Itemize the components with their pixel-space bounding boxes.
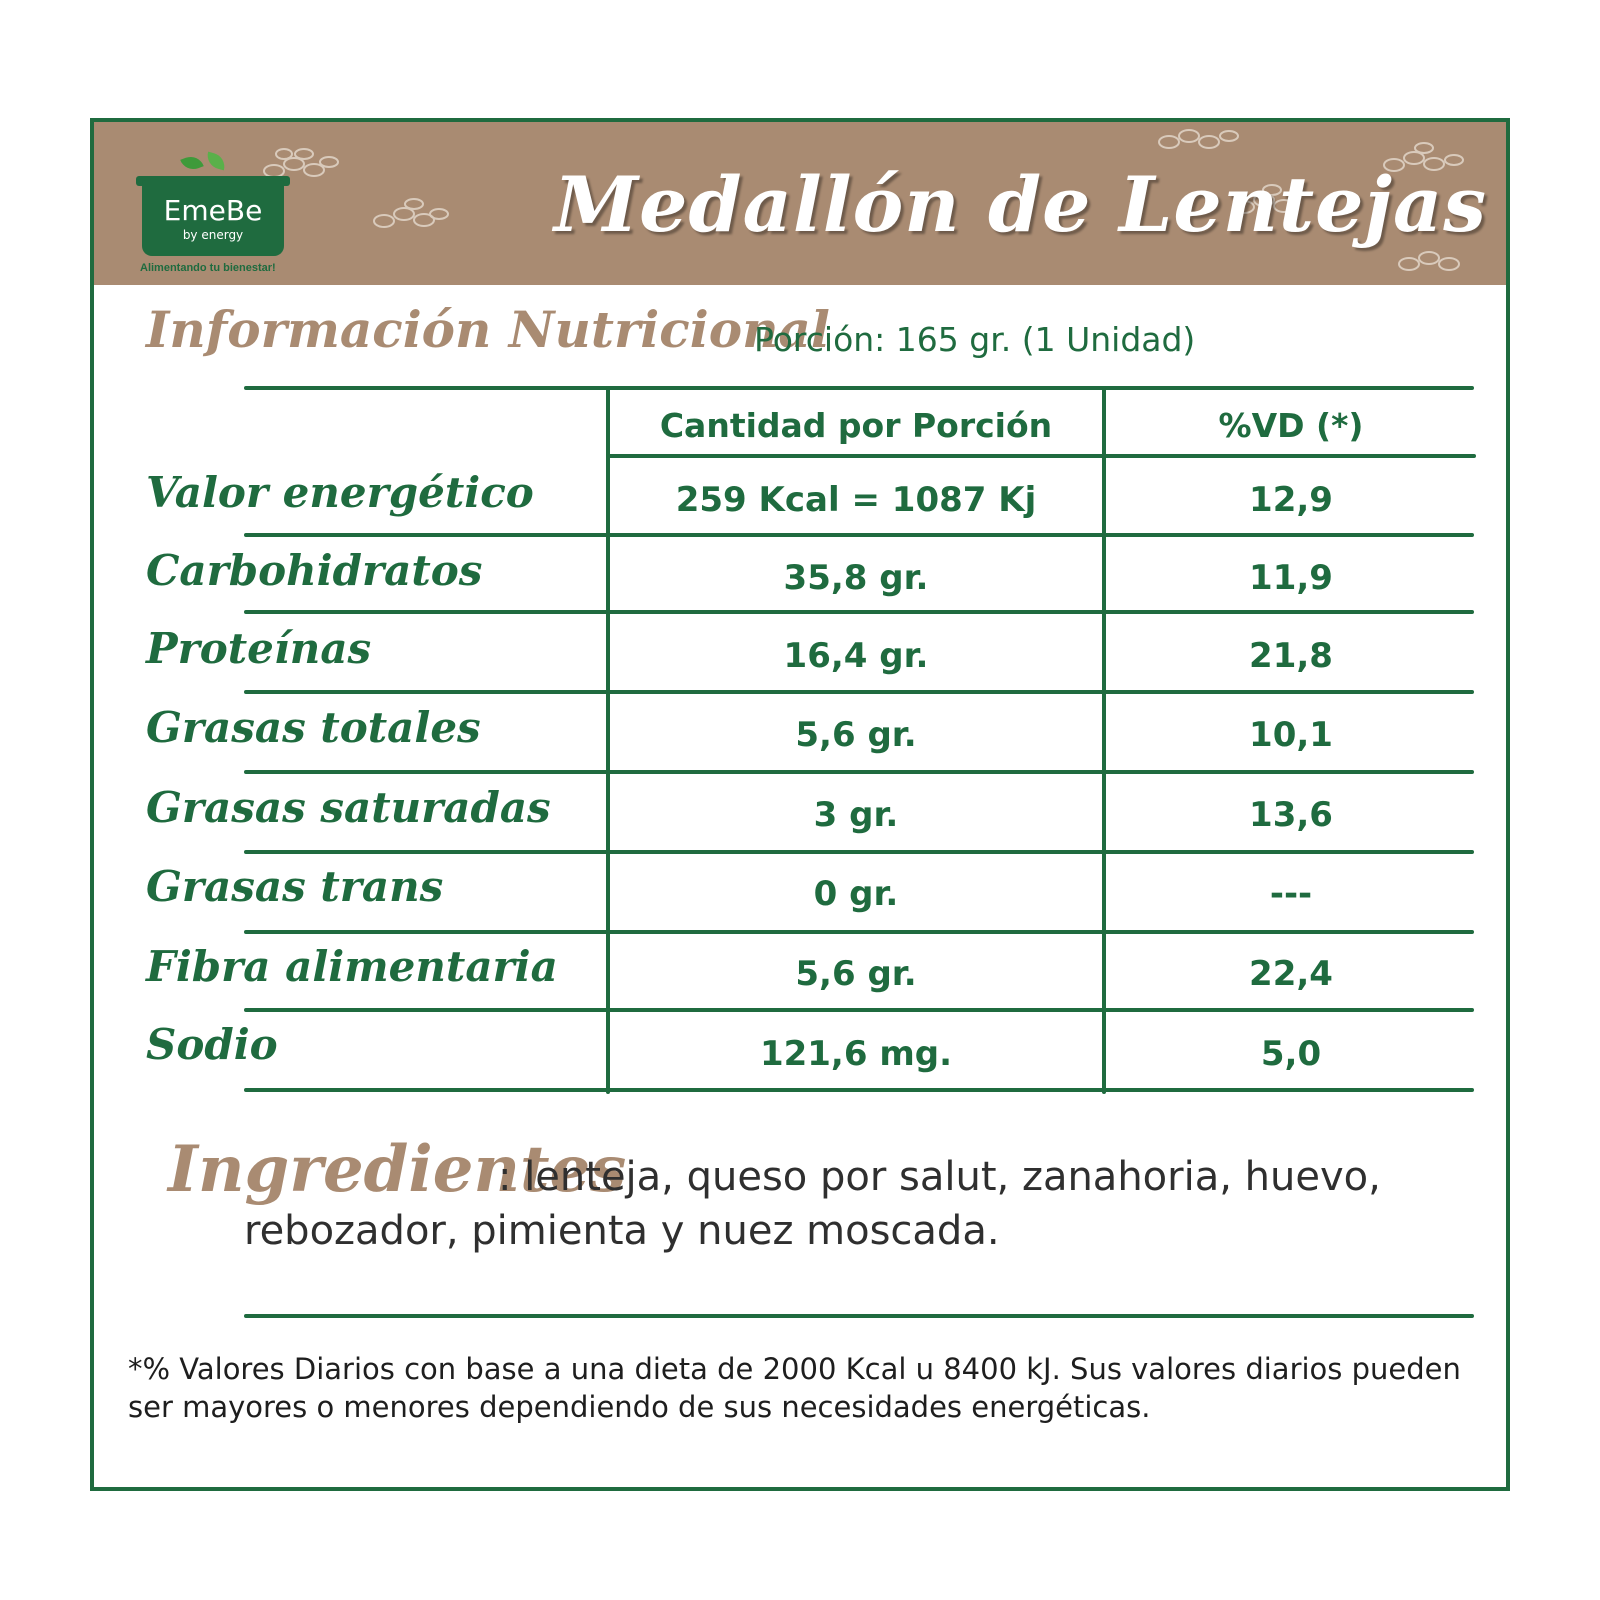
ingredients-line-2: rebozador, pimienta y nuez moscada.: [244, 1208, 1000, 1254]
ingredients-title: Ingredientes: [168, 1132, 627, 1207]
footer-divider: [244, 1314, 1474, 1318]
footnote: *% Valores Diarios con base a una dieta de 2000 Kcal u 8400 kJ. Sus valores diarios pueden ser mayores o menores dependiendo de sus necesidades energéticas.: [128, 1352, 1461, 1424]
row-divider: [244, 850, 1474, 854]
row-divider: [244, 610, 1474, 614]
table-bottom-line: [244, 1088, 1474, 1092]
row-label: Grasas saturadas: [146, 783, 551, 832]
row-dv: 13,6: [1249, 795, 1333, 835]
row-dv: 12,9: [1249, 480, 1333, 520]
brand-tagline: Alimentando tu bienestar!: [140, 262, 276, 274]
row-amount: 16,4 gr.: [783, 636, 929, 676]
row-dv: ---: [1269, 874, 1313, 914]
brand-logo: [136, 150, 356, 276]
row-amount: 259 Kcal = 1087 Kj: [675, 480, 1037, 520]
brand-sub: by energy: [182, 228, 244, 242]
row-divider: [244, 930, 1474, 934]
row-amount: 3 gr.: [813, 795, 899, 835]
row-dv: 22,4: [1249, 954, 1333, 994]
section-title: Información Nutricional: [146, 300, 830, 359]
row-label: Grasas trans: [146, 862, 444, 911]
row-dv: 10,1: [1249, 715, 1333, 755]
header-dv: %VD (*): [1218, 406, 1364, 445]
row-label: Carbohidratos: [146, 546, 483, 595]
row-amount: 5,6 gr.: [795, 715, 917, 755]
brand-name: EmeBe: [163, 194, 263, 227]
nutrition-card: [90, 118, 1510, 1491]
row-label: Grasas totales: [146, 703, 481, 752]
leaf-icon: [205, 152, 228, 171]
row-label: Sodio: [146, 1020, 278, 1069]
row-label: Valor energético: [146, 468, 534, 517]
row-amount: 35,8 gr.: [783, 558, 929, 598]
row-amount: 5,6 gr.: [795, 954, 917, 994]
row-divider: [244, 690, 1474, 694]
row-amount: 0 gr.: [813, 874, 899, 914]
row-dv: 11,9: [1249, 558, 1333, 598]
leaf-icon: [180, 153, 204, 173]
lentil-pile-icon: [359, 186, 469, 236]
lentil-pile-icon: [1144, 122, 1254, 162]
row-dv: 5,0: [1260, 1034, 1322, 1074]
page-title: Medallón de Lentejas: [554, 160, 1488, 249]
row-amount: 121,6 mg.: [759, 1034, 953, 1074]
row-divider: [244, 533, 1474, 537]
portion-size: Porción: 165 gr. (1 Unidad): [754, 320, 1196, 359]
header-amount: Cantidad por Porción: [659, 406, 1053, 445]
row-divider: [606, 454, 1476, 458]
row-label: Fibra alimentaria: [146, 942, 558, 991]
row-label: Proteínas: [146, 624, 372, 673]
title-banner: [94, 122, 1506, 291]
ingredients-line-1: : lenteja, queso por salut, zanahoria, huevo,: [498, 1154, 1381, 1200]
row-divider: [244, 770, 1474, 774]
row-dv: 21,8: [1249, 636, 1333, 676]
table-top-line: [244, 386, 1474, 390]
row-divider: [244, 1008, 1474, 1012]
